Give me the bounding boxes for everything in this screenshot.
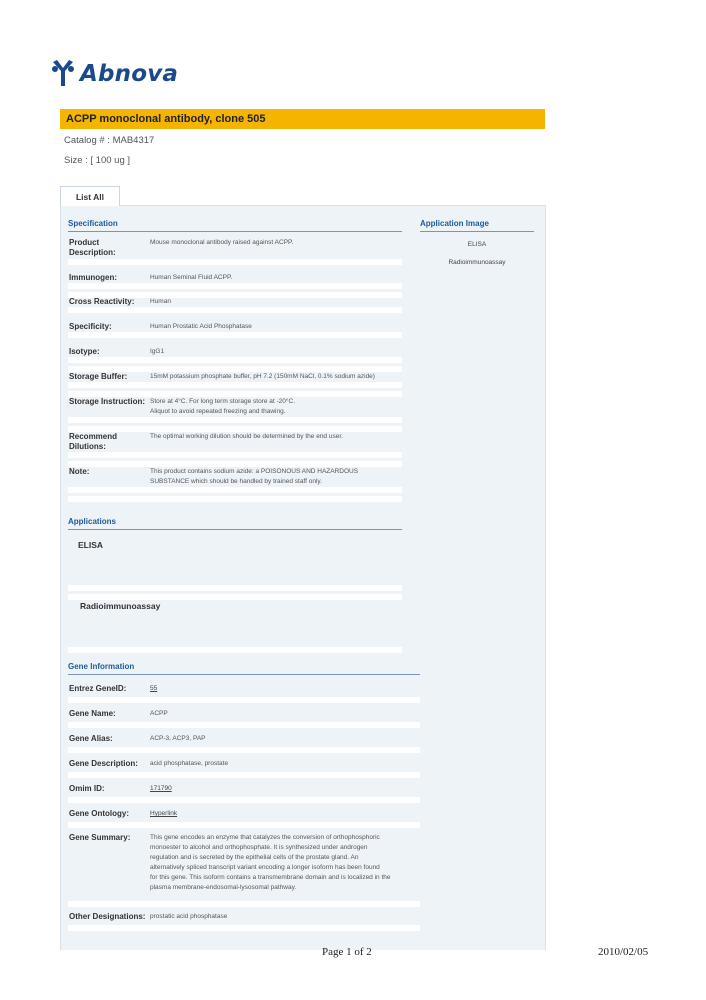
gene-value: ACPP — [150, 710, 168, 717]
row-separator — [68, 357, 402, 363]
gene-label: Gene Ontology: — [69, 809, 129, 818]
gene-label: Gene Alias: — [69, 734, 113, 743]
spec-label: Storage Buffer: — [69, 372, 128, 381]
spec-label: Cross Reactivity: — [69, 297, 135, 306]
application-elisa: ELISA — [78, 540, 104, 550]
application-radioimmunoassay: Radioimmunoassay — [80, 601, 161, 611]
gene-value: acid phosphatase, prostate — [150, 760, 229, 767]
spec-value: The optimal working dilution should be determined by the end user. — [150, 433, 343, 440]
spec-value: IgG1 — [150, 348, 165, 355]
row-separator — [68, 747, 420, 753]
spec-value: Human — [150, 298, 171, 305]
spec-value: Mouse monoclonal antibody raised against ACPP. — [150, 239, 294, 246]
spec-value: 15mM potassium phosphate buffer, pH 7.2 (150mM NaCl, 0.1% sodium azide) — [150, 373, 375, 380]
tab-list-all[interactable]: List All — [60, 186, 120, 206]
gene-value: This gene encodes an enzyme that catalyzes the conversion of orthophosphoric monoester to alcohol and orthophosphate. It is synthesized under androgen regulation and is secreted by the epithelial cells of the prostate gland. An alternatively spliced transcript variant encoding a longer isoform has been found for this gene. This isoform contains a transmembrane domain and is localized in the plasma membrane-endosomal-lysosomal pathway. — [150, 834, 391, 891]
brand-name: Abnova — [80, 61, 179, 87]
row-separator — [68, 772, 420, 778]
gene-label: Omim ID: — [69, 784, 105, 793]
row-separator — [68, 647, 402, 653]
specification-heading: Specification — [68, 219, 402, 232]
gene-value-link[interactable]: 171790 — [150, 785, 172, 792]
row-separator — [68, 332, 402, 338]
spec-label: Note: — [69, 467, 90, 476]
gene-value-link[interactable]: Hyperlink — [150, 810, 178, 817]
row-separator — [68, 697, 420, 703]
row-separator — [68, 594, 402, 600]
row-separator — [68, 822, 420, 828]
row-separator — [68, 487, 402, 493]
product-size: Size : [ 100 ug ] — [64, 155, 131, 166]
gene-information-heading: Gene Information — [68, 662, 420, 675]
print-date: 2010/02/05 — [598, 946, 649, 958]
gene-value: ACP-3, ACP3, PAP — [150, 735, 206, 742]
application-image-ria[interactable]: Radioimmunoassay — [448, 259, 506, 266]
row-separator — [68, 307, 402, 313]
row-separator — [68, 417, 402, 423]
gene-value-link[interactable]: 55 — [150, 685, 158, 692]
gene-label: Entrez GeneID: — [69, 684, 127, 693]
spec-label: Storage Instruction: — [69, 397, 146, 406]
row-separator — [68, 722, 420, 728]
spec-label: Recommend Dilutions: — [69, 432, 118, 451]
spec-value: Human Seminal Fluid ACPP. — [150, 274, 233, 281]
spec-label: Isotype: — [69, 347, 100, 356]
row-separator — [68, 585, 402, 591]
application-image-elisa[interactable]: ELISA — [467, 241, 487, 248]
spec-label: Immunogen: — [69, 273, 117, 282]
gene-label: Other Designations: — [69, 912, 146, 921]
row-separator — [68, 496, 402, 502]
spec-value: Store at 4°C. For long term storage store at -20°C. Aliquot to avoid repeated freezing and thawing. — [150, 398, 296, 415]
gene-label: Gene Summary: — [69, 833, 131, 842]
gene-label: Gene Name: — [69, 709, 116, 718]
applications-heading: Applications — [68, 517, 402, 530]
row-separator — [68, 925, 420, 931]
row-separator — [68, 382, 402, 388]
gene-label: Gene Description: — [69, 759, 138, 768]
application-image-heading: Application Image — [420, 219, 534, 232]
abnova-logo — [50, 58, 178, 90]
gene-value: prostatic acid phosphatase — [150, 913, 228, 920]
catalog-number: Catalog # : MAB4317 — [64, 135, 155, 146]
row-separator — [68, 259, 402, 265]
spec-label: Specificity: — [69, 322, 112, 331]
row-separator — [68, 452, 402, 458]
row-separator — [68, 901, 420, 907]
spec-value: Human Prostatic Acid Phosphatase — [150, 323, 252, 330]
product-title: ACPP monoclonal antibody, clone 505 — [60, 109, 545, 129]
antibody-logo-icon — [50, 60, 76, 88]
row-separator — [68, 283, 402, 289]
page-number: Page 1 of 2 — [322, 946, 372, 958]
spec-value: This product contains sodium azide: a POISONOUS AND HAZARDOUS SUBSTANCE which should be handled by trained staff only. — [150, 468, 359, 485]
row-separator — [68, 797, 420, 803]
spec-label: Product Description: — [69, 238, 116, 257]
